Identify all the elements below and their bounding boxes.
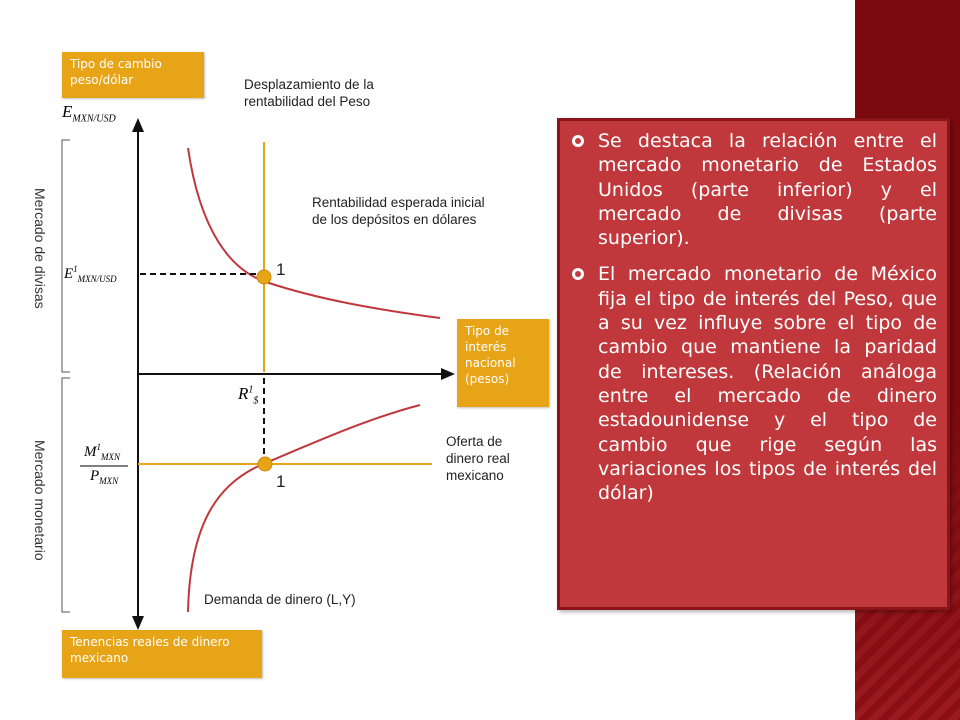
forex-market-label: Mercado de divisas <box>32 188 48 309</box>
forex-bracket <box>62 140 70 372</box>
yaxis-label: Tipo de cambio peso/dólar <box>70 57 162 87</box>
point-label-bottom: 1 <box>276 472 286 491</box>
money-bracket <box>62 378 70 612</box>
equilibrium-point-bottom <box>258 457 272 471</box>
money-market-label: Mercado monetario <box>32 440 48 561</box>
r1-label: $R^1_{\$}$ <box>238 384 259 407</box>
shift-annotation: Desplazamiento de la rentabilidad del Peso <box>244 77 374 109</box>
bullet-icon <box>572 268 584 280</box>
money-demand-annotation: Demanda de dinero (L,Y) <box>204 592 356 607</box>
expected-return-annotation: Rentabilidad esperada inicial de los depósitos en dólares <box>312 195 485 227</box>
bullet-list <box>560 121 947 505</box>
yaxis-label-box <box>62 52 204 98</box>
list-item: Se destaca la relación entre el mercado monetario de Estados Unidos (parte inferior) y el mercado de divisas (parte superior). <box>570 129 937 250</box>
axis-arrow-up-icon <box>132 118 144 132</box>
explanation-panel <box>557 118 950 610</box>
point-label-top: 1 <box>276 260 286 279</box>
e-axis-label: $E_{MXN/USD}$ <box>62 102 116 125</box>
money-demand-curve <box>188 405 420 612</box>
equilibrium-point-top <box>257 270 271 284</box>
e1-label: $E^1_{MXN/USD}$ <box>64 264 117 284</box>
xaxis-label-box <box>457 319 549 407</box>
bottom-label-box <box>62 630 262 678</box>
money-ratio-numerator: $M^1_{MXN}$ <box>84 442 120 462</box>
bottom-label: Tenencias reales de dinero mexicano <box>70 635 230 665</box>
expected-return-curve <box>188 148 440 318</box>
money-ratio-denominator: $P_{MXN}$ <box>90 468 119 486</box>
money-supply-annotation: Oferta de dinero real mexicano <box>446 434 510 483</box>
xaxis-label: Tipo de interés nacional (pesos) <box>465 324 516 386</box>
axis-arrow-down-icon <box>132 616 144 630</box>
axis-arrow-right-icon <box>441 368 455 380</box>
bullet-icon <box>572 135 584 147</box>
list-item: El mercado monetario de México fija el tipo de interés del Peso, que a su vez influye sobre el tipo de cambio que mantiene la paridad de intereses. (Relación análoga entre el mercado de dinero estadounidense y el tipo de cambio que rige según las variaciones los tipos de interés del dólar) <box>570 262 937 505</box>
